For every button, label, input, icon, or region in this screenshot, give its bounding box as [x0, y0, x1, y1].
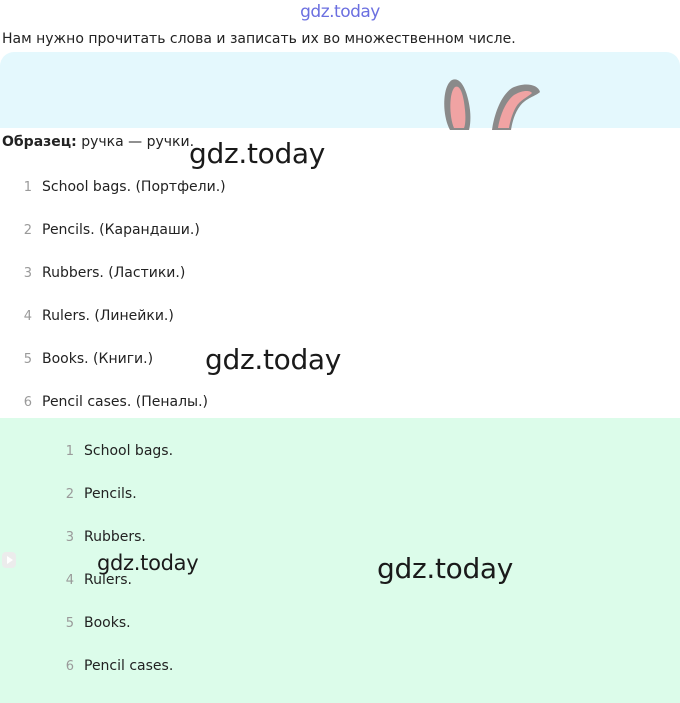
item-number: 4 — [65, 573, 74, 588]
list-item — [12, 351, 153, 367]
item-number: 3 — [23, 266, 32, 281]
item-number: 1 — [23, 180, 32, 195]
watermark: gdz.today — [189, 137, 326, 170]
bunny-ears-icon — [440, 76, 550, 130]
list-item — [12, 179, 226, 195]
item-text: Rubbers. — [84, 529, 146, 545]
item-text: Rulers. (Линейки.) — [42, 308, 174, 324]
item-text: School bags. — [84, 443, 174, 459]
item-text: Rulers. — [84, 572, 132, 588]
list-item — [12, 394, 208, 410]
item-number: 1 — [65, 444, 74, 459]
item-number: 2 — [23, 223, 32, 238]
list-item — [12, 265, 185, 281]
item-number: 2 — [65, 487, 74, 502]
top-watermark: gdz.today — [300, 2, 380, 22]
item-text: Pencil cases. — [84, 658, 174, 674]
list-item — [54, 486, 137, 502]
list-item — [12, 308, 174, 324]
right-ear — [492, 85, 540, 130]
watermark: gdz.today — [377, 552, 514, 585]
item-text: School bags. (Портфели.) — [42, 179, 226, 195]
item-number: 3 — [65, 530, 74, 545]
list-item — [54, 443, 173, 459]
list-item — [12, 222, 200, 238]
list-item — [54, 658, 173, 674]
item-text: Books. (Книги.) — [42, 351, 154, 367]
sample-line — [2, 134, 194, 150]
item-number: 5 — [65, 616, 74, 631]
watermark: gdz.today — [205, 343, 342, 376]
sample-label: Образец: — [2, 134, 77, 150]
play-icon[interactable] — [2, 552, 16, 568]
item-number: 5 — [23, 352, 32, 367]
item-text: Pencil cases. (Пеналы.) — [42, 394, 208, 410]
item-number: 6 — [65, 659, 74, 674]
watermark: gdz.today — [97, 551, 199, 575]
item-number: 6 — [23, 395, 32, 410]
left-ear — [444, 79, 470, 130]
banner — [0, 52, 680, 128]
item-number: 4 — [23, 309, 32, 324]
intro-text: Нам нужно прочитать слова и записать их во множественном числе. — [2, 31, 516, 47]
list-item — [54, 615, 131, 631]
sample-text: ручка — ручки. — [76, 134, 195, 150]
item-text: Books. — [84, 615, 131, 631]
item-text: Rubbers. (Ластики.) — [42, 265, 186, 281]
item-text: Pencils. — [84, 486, 137, 502]
list-item — [54, 529, 146, 545]
item-text: Pencils. (Карандаши.) — [42, 222, 200, 238]
